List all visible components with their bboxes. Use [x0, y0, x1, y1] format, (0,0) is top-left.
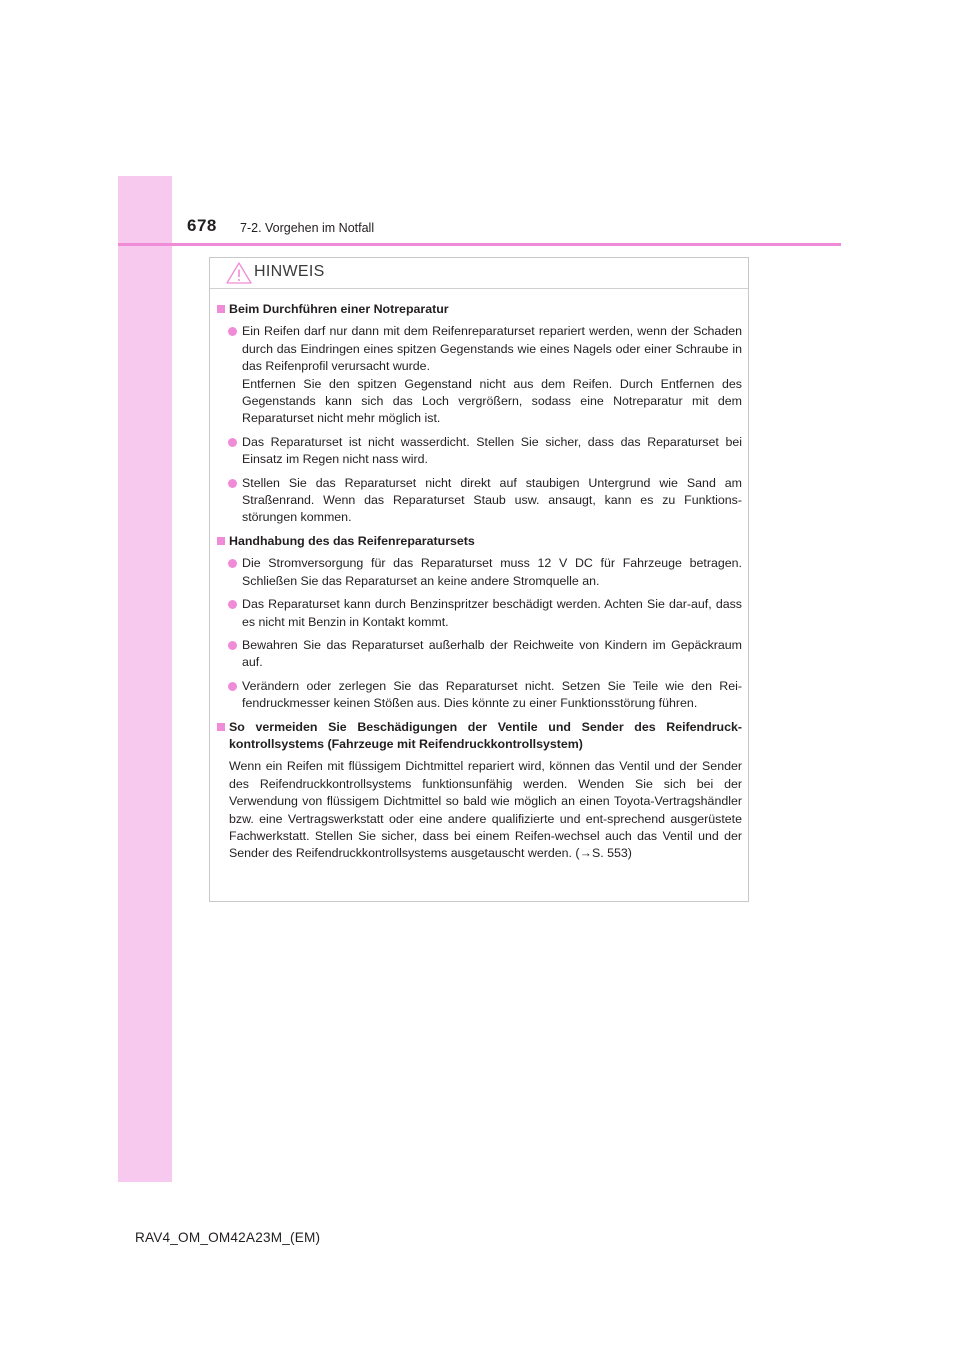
bullet-text: Ein Reifen darf nur dann mit dem Reifenreparaturset repariert werden, wenn der Schaden durch das Eindringen eines spitzen Gegenstands wie eines Nagels oder einer Schraube in das Reifenprofil verursacht wurde.	[242, 324, 742, 374]
square-bullet-icon	[217, 723, 225, 731]
round-bullet-icon	[228, 600, 237, 609]
round-bullet-icon	[228, 327, 237, 336]
section-title: 7-2. Vorgehen im Notfall	[240, 221, 375, 235]
round-bullet-icon	[228, 641, 237, 650]
notice-box	[209, 257, 749, 902]
bullet-text: Das Reparaturset kann durch Benzinspritzer beschädigt werden. Achten Sie dar-auf, dass es nicht mit Benzin in Kontakt kommt.	[242, 597, 742, 629]
warning-triangle-icon	[226, 262, 252, 284]
bullet-item	[217, 555, 742, 590]
bullet-text: Die Stromversorgung für das Reparaturset muss 12 V DC für Fahrzeuge betragen. Schließen Sie das Reparaturset an keine andere Stromquelle an.	[242, 556, 742, 588]
notice-section-heading	[217, 301, 742, 318]
header-rule	[118, 243, 841, 246]
bullet-item	[217, 475, 742, 527]
section-heading-text: So vermeiden Sie Beschädigungen der Ventile und Sender des Reifendruck-kontrollsystems (Fahrzeuge mit Reifendruckkontrollsystem)	[229, 719, 742, 751]
section-heading-text: Handhabung des das Reifenreparatursets	[229, 533, 475, 548]
section-paragraph: Wenn ein Reifen mit flüssigem Dichtmittel repariert wird, können das Ventil und der Sender des Reifendruckkontrollsystems funktionsunfähig werden. Wenden Sie sich bei der Verwendung von flüssigem Dichtmittel so bald wie möglich an einen Toyota-Vertragshändler bzw. eine Vertragswerkstatt oder eine andere qualifizierte und ent-sprechend ausgerüstete Fachwerkstatt. Stellen Sie sicher, dass bei einem Reifen-wechsel auch das Ventil und der Sender des Reifendruckkontrollsystems ausgetauscht werden. (→S. 553)	[229, 759, 742, 861]
notice-body	[210, 289, 748, 863]
bullet-text: Entfernen Sie den spitzen Gegenstand nicht aus dem Reifen. Durch Entfernen des Gegenstands kann sich das Loch vergrößern, sodass eine Notreparatur mit dem Reparaturset nicht mehr möglich ist.	[242, 376, 742, 426]
notice-section-heading	[217, 533, 742, 550]
bullet-item	[217, 596, 742, 631]
chapter-sidebar-tab	[118, 176, 172, 1182]
section-heading-text: Beim Durchführen einer Notreparatur	[229, 302, 449, 316]
document-code: RAV4_OM_OM42A23M_(EM)	[135, 1230, 321, 1245]
bullet-text: Das Reparaturset ist nicht wasserdicht. Stellen Sie sicher, dass das Reparaturset bei Einsatz im Regen nicht nass wird.	[242, 434, 742, 467]
square-bullet-icon	[217, 537, 225, 545]
bullet-text: Stellen Sie das Reparaturset nicht direkt auf staubigen Untergrund wie Sand am Straßenrand. Wenn das Reparaturset Staub usw. ansaugt, kann es zu Funktions-störungen kommen.	[242, 475, 742, 525]
page-number: 678	[187, 216, 217, 235]
bullet-item	[217, 434, 742, 469]
round-bullet-icon	[228, 682, 237, 691]
bullet-item	[217, 637, 742, 672]
round-bullet-icon	[228, 479, 237, 488]
bullet-text: Verändern oder zerlegen Sie das Reparaturset nicht. Setzen Sie Teile wie den Rei-fendruckmesser keinen Stößen aus. Dies könnte zu einer Funktionsstörung führen.	[242, 678, 742, 711]
notice-header	[210, 258, 748, 289]
round-bullet-icon	[228, 438, 237, 447]
notice-title: HINWEIS	[254, 263, 325, 280]
bullet-item	[217, 678, 742, 713]
bullet-text: Bewahren Sie das Reparaturset außerhalb der Reichweite von Kindern im Gepäckraum auf.	[242, 637, 742, 670]
round-bullet-icon	[228, 559, 237, 568]
square-bullet-icon	[217, 305, 225, 313]
notice-section-heading	[217, 719, 742, 754]
bullet-item	[217, 323, 742, 427]
